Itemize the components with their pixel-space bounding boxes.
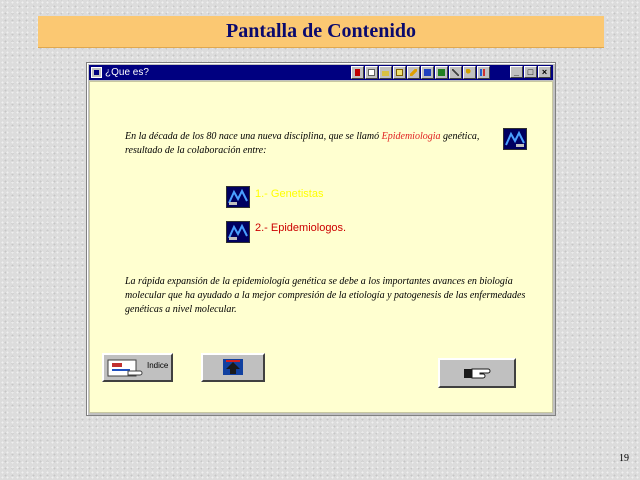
tools-icon[interactable] xyxy=(449,66,462,79)
up-button[interactable] xyxy=(201,353,265,382)
titlebar-toolbar xyxy=(351,65,490,79)
note-icon[interactable] xyxy=(365,66,378,79)
minimize-button[interactable]: _ xyxy=(510,66,523,78)
item-epidemiologos[interactable]: 2.- Epidemiologos. xyxy=(255,222,347,234)
index-hand-icon xyxy=(106,357,146,379)
arrow-up-icon xyxy=(222,358,244,376)
pencil-icon[interactable] xyxy=(407,66,420,79)
next-button[interactable] xyxy=(438,358,516,388)
close-button[interactable]: × xyxy=(538,66,551,78)
slide-title: Pantalla de Contenido xyxy=(38,16,604,48)
window-title: ¿Que es? xyxy=(105,67,149,78)
item-genetistas[interactable]: 1.- Genetistas xyxy=(255,188,324,200)
index-label: Indice xyxy=(147,361,169,370)
dna-icon[interactable] xyxy=(226,221,250,243)
intro-paragraph: En la década de los 80 nace una nueva disciplina, que se llamó Epidemiologia genética, resultado de la colaboración entre: xyxy=(125,131,480,156)
maximize-button[interactable]: □ xyxy=(524,66,537,78)
folder-icon[interactable] xyxy=(379,66,392,79)
dna-icon[interactable] xyxy=(503,128,527,150)
app-window xyxy=(86,62,556,416)
key-icon[interactable] xyxy=(463,66,476,79)
notebook-icon[interactable] xyxy=(393,66,406,79)
page-number: 19 xyxy=(619,453,629,464)
excel-icon[interactable] xyxy=(435,66,448,79)
pointing-hand-icon xyxy=(462,365,492,381)
stop-icon[interactable] xyxy=(351,66,364,79)
dna-icon[interactable] xyxy=(226,186,250,208)
window-controls xyxy=(510,66,551,78)
window-titlebar[interactable] xyxy=(89,65,553,80)
content-area xyxy=(89,81,553,413)
index-button[interactable] xyxy=(102,353,173,382)
epidemiologia-link[interactable]: Epidemiologia xyxy=(381,131,441,142)
expansion-paragraph: La rápida expansión de la epidemiología genética se debe a los importantes avances en biología molecular que ha ayudado a la mejor compresión de la etiología y patogenesis de las enfermedades genéticas a nivel molecular. xyxy=(125,276,526,315)
chart-icon[interactable] xyxy=(477,66,490,79)
app-icon[interactable] xyxy=(91,67,102,78)
word-icon[interactable] xyxy=(421,66,434,79)
